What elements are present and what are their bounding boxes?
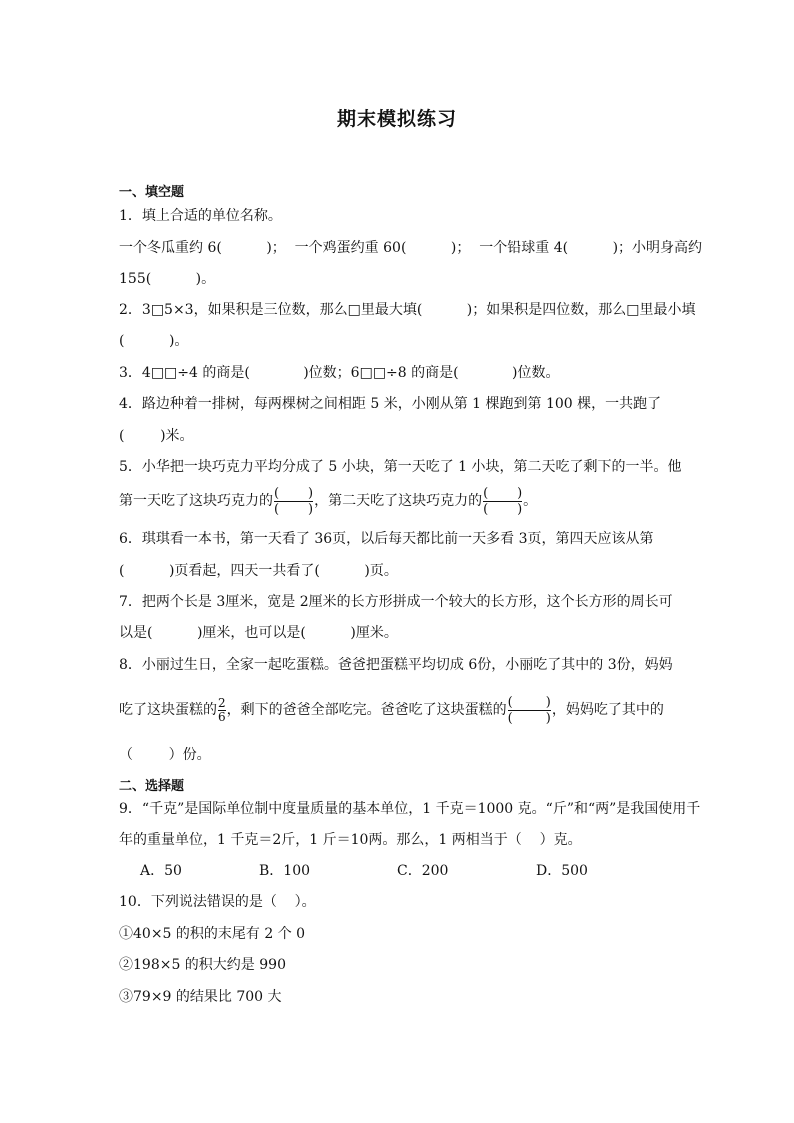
q1-line3: 155( )。	[119, 271, 216, 287]
q4-line1: 4．路边种着一排树，每两棵树之间相距 5 米，小刚从第 1 棵跑到第 100 棵，一共跑了	[119, 396, 662, 412]
section-heading-fill-blank: 一、填空题	[119, 185, 185, 200]
q1-line1: 1．填上合适的单位名称。	[119, 208, 282, 224]
q5-line1: 5．小华把一块巧克力平均分成了 5 小块，第一天吃了 1 小块，第二天吃了剩下的一半。他	[119, 459, 682, 475]
q1-line2: 一个冬瓜重约 6( )； 一个鸡蛋约重 60( )； 一个铅球重 4( )；小明身高约	[119, 240, 703, 256]
q7-line2: 以是( )厘米，也可以是( )厘米。	[119, 625, 398, 641]
q8-line1: 8．小丽过生日，全家一起吃蛋糕。爸爸把蛋糕平均切成 6份，小丽吃了其中的 3份，妈妈	[119, 657, 673, 673]
q9-line1: 9．“千克”是国际单位制中度量质量的基本单位，1 千克＝1000 克。“斤”和“两”是我国使用千	[119, 801, 701, 817]
q10-item-3: ③79×9 的结果比 700 大	[119, 989, 282, 1005]
q9-line2: 年的重量单位，1 千克＝2斤，1 斤＝10两。那么，1 两相当于（ ）克。	[119, 832, 582, 848]
q5-line2: 第一天吃了这块巧克力的 $\frac{( )}{( )}$ ，第二天吃了这块巧克力的 $\frac{( )}{( )}$ 。	[119, 485, 538, 517]
q8-line2: 吃了这块蛋糕的 $\frac{2}{6}$ ，剩下的爸爸全部吃完。爸爸吃了这块蛋糕的 $\frac{( )}{( )}$ ，妈妈吃了其中的	[119, 694, 664, 726]
fraction-blank: $\frac{( )}{( )}$	[274, 485, 314, 517]
q6-line2: ( )页看起，四天一共看了( )页。	[119, 563, 398, 579]
q9-option-d: D．500	[536, 863, 588, 879]
q3-line1: 3．4□□÷4 的商是( )位数；6□□÷8 的商是( )位数。	[119, 365, 560, 381]
q4-line2: ( )米。	[119, 428, 194, 444]
q9-option-b: B．100	[259, 863, 311, 879]
fraction-two-sixths: $\frac{2}{6}$	[218, 695, 226, 724]
q8-line3: （ ）份。	[119, 747, 211, 763]
q10-item-1: ①40×5 的积的末尾有 2 个 0	[119, 926, 306, 942]
q10-line1: 10．下列说法错误的是（ ）。	[119, 894, 316, 910]
section-heading-multiple-choice: 二、选择题	[119, 779, 185, 794]
q9-option-c: C．200	[397, 863, 449, 879]
q10-item-2: ②198×5 的积大约是 990	[119, 957, 286, 973]
page-title: 期末模拟练习	[336, 108, 457, 130]
fraction-blank: $\frac{( )}{( )}$	[507, 694, 551, 726]
q9-option-a: A．50	[140, 863, 182, 879]
q7-line1: 7．把两个长是 3厘米，宽是 2厘米的长方形拼成一个较大的长方形，这个长方形的周长可	[119, 594, 673, 610]
q6-line1: 6．琪琪看一本书，第一天看了 36页，以后每天都比前一天多看 3页，第四天应该从第	[119, 531, 654, 547]
q2-line1: 2．3□5×3，如果积是三位数，那么□里最大填( )；如果积是四位数，那么□里最小填	[119, 302, 696, 318]
fraction-blank: $\frac{( )}{( )}$	[483, 485, 523, 517]
q2-line2: ( )。	[119, 333, 189, 349]
